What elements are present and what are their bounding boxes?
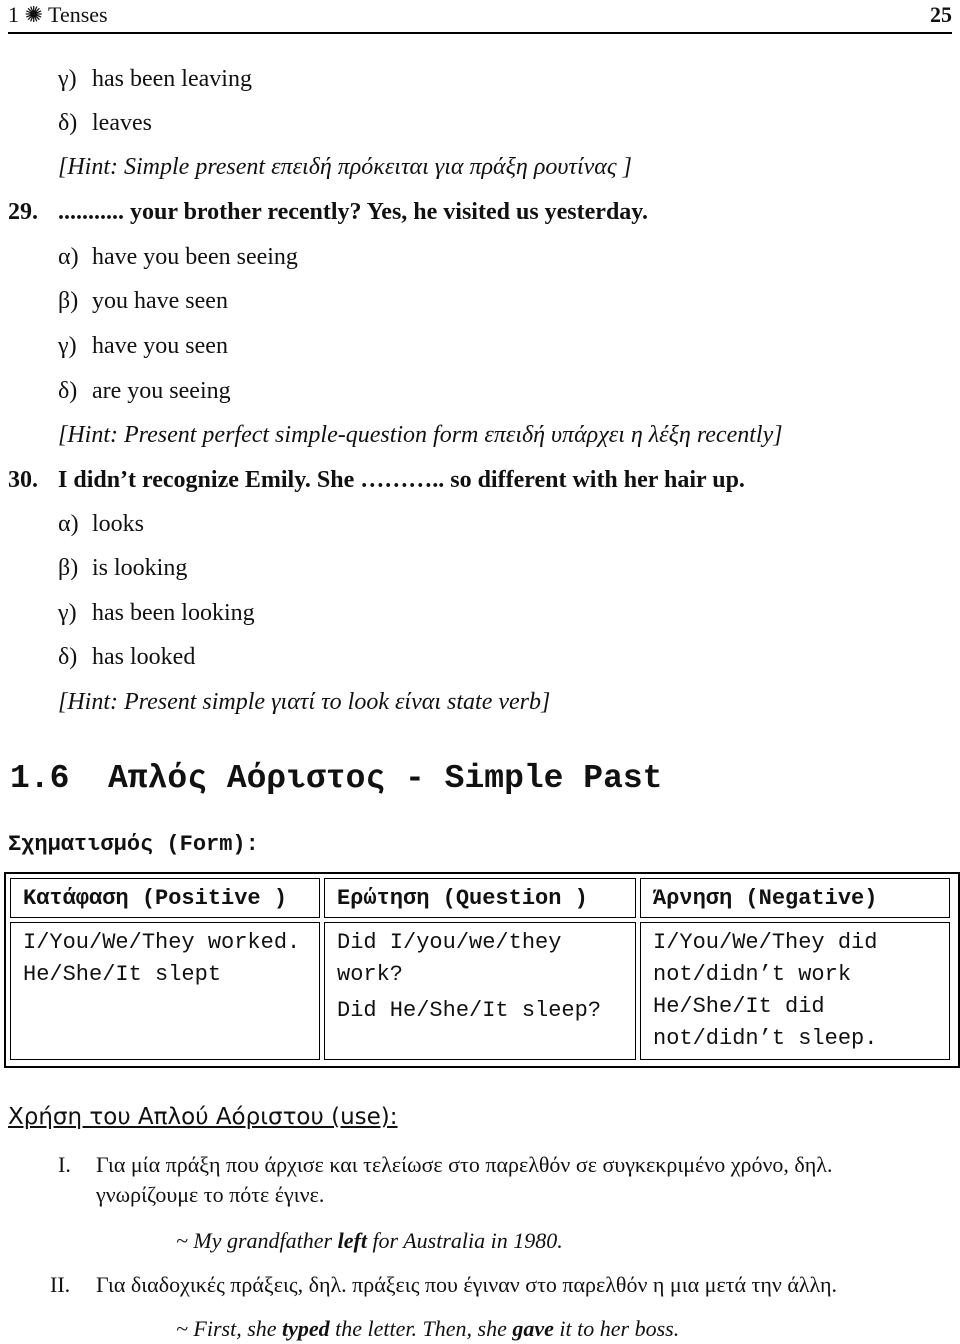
example-sentence: ~ First, she typed the letter. Then, she gave it to her boss.: [176, 1316, 680, 1341]
option-alpha: α) looks: [58, 511, 145, 537]
page-header: [8, 0, 952, 34]
hint-text: [Hint: Present perfect simple-question form επειδή υπάρχει η λέξη recently]: [58, 422, 783, 448]
table-header-positive: Κατάφαση (Positive ): [10, 878, 320, 918]
question-29: 29. ........... your brother recently? Yes, he visited us yesterday.: [8, 199, 648, 225]
option-gamma: γ) have you seen: [58, 333, 228, 359]
form-label: Σχηματισμός (Form):: [8, 832, 259, 857]
use-text-line: Για μία πράξη που άρχισε και τελείωσε στο παρελθόν σε συγκεκριμένο χρόνο, δηλ.: [96, 1152, 833, 1177]
option-gamma: γ) has been looking: [58, 600, 255, 626]
table-cell-positive: I/You/We/They worked. He/She/It slept: [10, 922, 320, 1060]
option-delta: δ) leaves: [58, 110, 152, 136]
use-text-line: γνωρίζουμε το πότε έγινε.: [96, 1182, 325, 1207]
table-header-negative: Άρνηση (Negative): [640, 878, 950, 918]
example-sentence: ~ My grandfather left for Australia in 1980.: [176, 1228, 563, 1253]
option-delta: δ) has looked: [58, 644, 196, 670]
table-cell-negative: I/You/We/They did not/didn’t work He/She/It did not/didn’t sleep.: [640, 922, 950, 1060]
chapter-title: 1 ✺ Tenses: [8, 2, 108, 27]
section-heading: 1.6 Απλός Αόριστος - Simple Past: [10, 760, 663, 797]
option-alpha: α) have you been seeing: [58, 244, 298, 270]
form-table: [4, 872, 960, 1068]
use-numeral: II.: [50, 1272, 71, 1297]
table-cell-question: Did I/you/we/they work? Did He/She/It sleep?: [324, 922, 636, 1060]
hint-text: [Hint: Simple present επειδή πρόκειται για πράξη ρουτίνας ]: [58, 154, 632, 180]
page-number: 25: [930, 2, 952, 27]
table-header-question: Ερώτηση (Question ): [324, 878, 636, 918]
use-text-line: Για διαδοχικές πράξεις, δηλ. πράξεις που έγιναν στο παρελθόν η μια μετά την άλλη.: [96, 1272, 838, 1297]
hint-text: [Hint: Present simple γιατί το look είναι state verb]: [58, 689, 551, 715]
option-delta: δ) are you seeing: [58, 378, 231, 404]
use-numeral: I.: [58, 1152, 71, 1177]
use-label: Χρήση του Απλού Αόριστου (use):: [8, 1104, 398, 1130]
question-30: 30. I didn’t recognize Emily. She ……….. so different with her hair up.: [8, 467, 745, 493]
option-gamma: γ) has been leaving: [58, 66, 252, 92]
option-beta: β) you have seen: [58, 288, 228, 314]
option-beta: β) is looking: [58, 555, 188, 581]
